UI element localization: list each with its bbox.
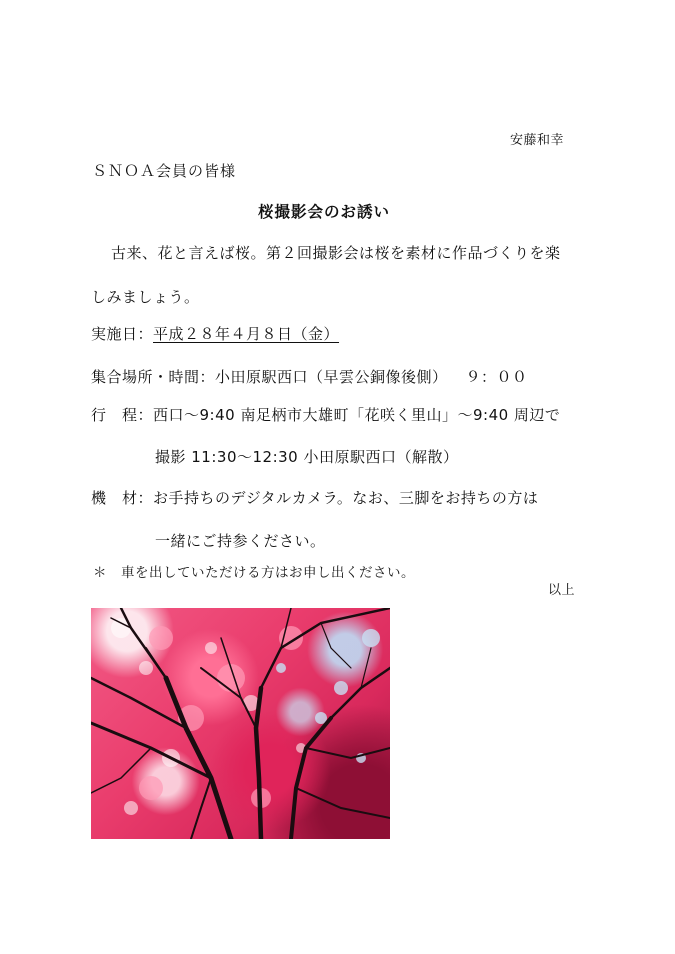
schedule-line-1: 西口～9:40 南足柄市大雄町「花咲く里山」～9:40 周辺で <box>153 406 561 424</box>
intro-paragraph-line-1: 古来、花と言えば桜。第２回撮影会は桜を素材に作品づくりを楽 <box>111 244 561 262</box>
equipment-line-2: 一緒にご持参ください。 <box>155 532 326 550</box>
schedule-row <box>91 405 560 425</box>
author-name: 安藤和幸 <box>510 133 565 148</box>
schedule-label: 行 程： <box>91 406 154 424</box>
equipment-label: 機 材： <box>91 489 154 507</box>
equipment-row <box>91 488 538 508</box>
event-date-label: 実施日： <box>91 325 154 343</box>
meeting-place: 小田原駅西口（早雲公銅像後側） <box>215 368 448 386</box>
document-title: 桜撮影会のお誘い <box>258 203 391 221</box>
meeting-time: ９：００ <box>465 368 528 386</box>
note-text: 車を出していただける方はお申し出ください。 <box>121 565 415 581</box>
closing-remark: 以上 <box>548 583 576 598</box>
meeting-row <box>91 367 528 387</box>
meeting-label: 集合場所・時間： <box>91 368 216 386</box>
note <box>93 563 415 583</box>
schedule-line-2: 撮影 11:30～12:30 小田原駅西口（解散） <box>155 448 459 466</box>
equipment-line-1: お手持ちのデジタルカメラ。なお、三脚をお持ちの方は <box>153 489 539 507</box>
asterisk-icon: ＊ <box>93 565 107 581</box>
salutation: ＳＮＯＡ会員の皆様 <box>92 162 237 180</box>
tree-branches-icon <box>91 608 390 839</box>
event-date-row <box>91 324 339 344</box>
event-date-value: 平成２８年４月８日（金） <box>153 325 340 343</box>
intro-paragraph-line-2: しみましょう。 <box>91 288 200 306</box>
cherry-blossom-photo <box>91 608 390 839</box>
